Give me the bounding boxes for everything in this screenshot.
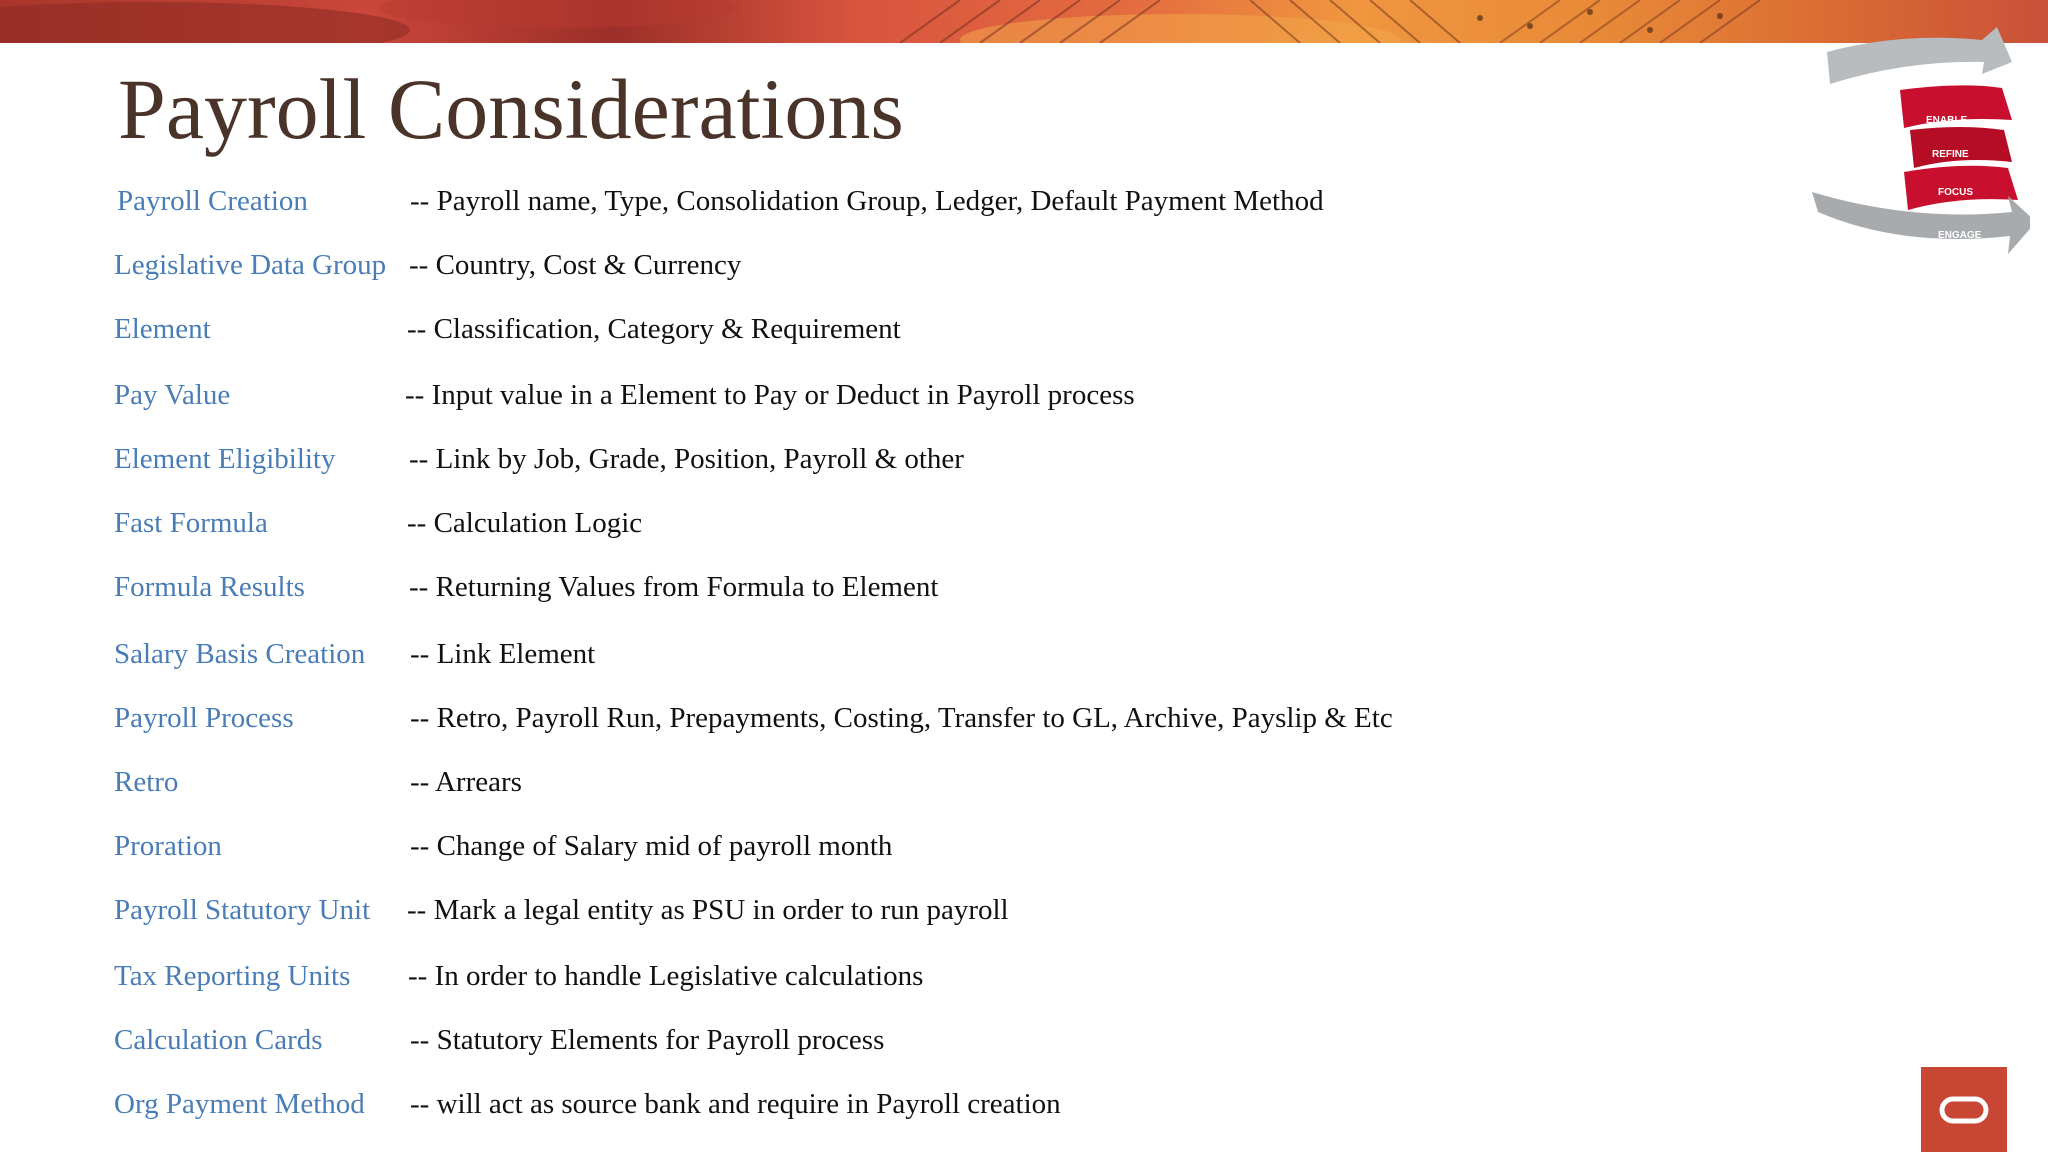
list-item <box>0 309 1500 349</box>
item-description: -- Link by Job, Grade, Position, Payroll & other <box>409 443 964 475</box>
item-term: Pay Value <box>114 379 231 411</box>
item-term: Org Payment Method <box>114 1088 365 1120</box>
list-item <box>0 375 1500 415</box>
list-item <box>0 1020 1500 1060</box>
list-item <box>0 181 1500 221</box>
item-description: -- Input value in a Element to Pay or Deduct in Payroll process <box>405 379 1135 411</box>
item-term: Element <box>114 313 211 345</box>
item-term: Legislative Data Group <box>114 249 387 281</box>
list-item <box>0 634 1500 674</box>
item-description: -- Arrears <box>410 766 522 798</box>
ribbon-stage-enable: ENABLE <box>1926 115 1968 126</box>
item-description: -- Calculation Logic <box>407 507 643 539</box>
list-item <box>0 956 1500 996</box>
list-item <box>0 567 1500 607</box>
ribbon-stage-refine: REFINE <box>1932 149 1969 160</box>
item-term: Salary Basis Creation <box>114 638 366 670</box>
item-term: Calculation Cards <box>114 1024 323 1056</box>
item-description: -- Mark a legal entity as PSU in order to run payroll <box>407 894 1009 926</box>
page-title: Payroll Considerations <box>118 61 904 157</box>
list-item <box>0 698 1500 738</box>
ribbon-stage-focus: FOCUS <box>1938 187 1973 198</box>
item-description: -- Returning Values from Formula to Element <box>409 571 939 603</box>
item-description: -- Retro, Payroll Run, Prepayments, Costing, Transfer to GL, Archive, Payslip & Etc <box>410 702 1393 734</box>
item-term: Tax Reporting Units <box>114 960 351 992</box>
ribbon-stage-live-operate: LIVE-OPERATE <box>1922 77 1996 88</box>
item-term: Payroll Statutory Unit <box>114 894 371 926</box>
item-term: Retro <box>114 766 179 798</box>
oracle-logo <box>1921 1067 2007 1152</box>
ribbon-stage-engage: ENGAGE <box>1938 230 1982 241</box>
item-term: Payroll Creation <box>117 185 308 217</box>
item-description: -- Change of Salary mid of payroll month <box>410 830 893 862</box>
list-item <box>0 826 1500 866</box>
list-item <box>0 762 1500 802</box>
item-description: -- will act as source bank and require in Payroll creation <box>410 1088 1061 1120</box>
item-description: -- Link Element <box>410 638 596 670</box>
list-item <box>0 245 1500 285</box>
list-item <box>0 503 1500 543</box>
item-description: -- Payroll name, Type, Consolidation Group, Ledger, Default Payment Method <box>410 185 1324 217</box>
item-term: Formula Results <box>114 571 305 603</box>
item-description: -- Classification, Category & Requirement <box>407 313 901 345</box>
item-description: -- Country, Cost & Currency <box>409 249 742 281</box>
methodology-ribbon-icon <box>1812 22 2030 260</box>
header-banner <box>0 0 2048 43</box>
item-term: Proration <box>114 830 222 862</box>
list-item <box>0 1084 1500 1124</box>
item-description: -- Statutory Elements for Payroll process <box>410 1024 885 1056</box>
list-item <box>0 890 1500 930</box>
list-item <box>0 439 1500 479</box>
oracle-logo-icon <box>1938 1094 1990 1126</box>
item-term: Fast Formula <box>114 507 268 539</box>
banner-pattern <box>0 0 2048 43</box>
item-description: -- In order to handle Legislative calculations <box>408 960 924 992</box>
item-term: Payroll Process <box>114 702 294 734</box>
item-term: Element Eligibility <box>114 443 336 475</box>
